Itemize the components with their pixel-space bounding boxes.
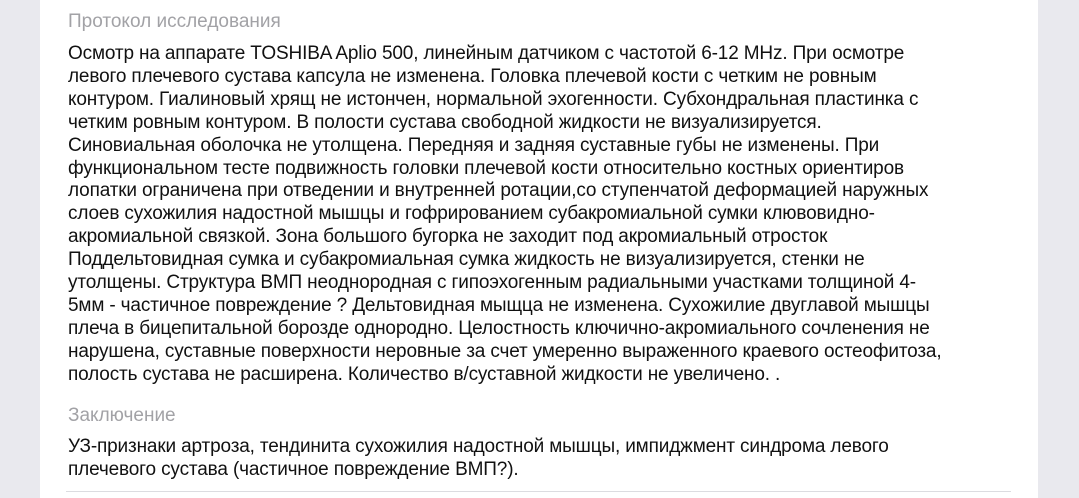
protocol-text (68, 43, 1013, 387)
protocol-line: плеча в бицепитальной борозде однородно. Целостность ключично-акромиального сочленения не (68, 317, 930, 339)
protocol-line: полость сустава не расширена. Количество в/суставной жидкости не увеличено. . (68, 363, 781, 385)
conclusion-line: УЗ-признаки артроза, тендинита сухожилия надостной мышцы, импиджмент синдрома левого (68, 436, 889, 457)
protocol-line: Поддельтовидная сумка и субакромиальная сумка жидкость не визуализируется, стенки не (68, 249, 865, 271)
protocol-line: контуром. Гиалиновый хрящ не истончен, нормальной эхогенности. Субхондральная пластинка с (68, 88, 919, 110)
protocol-line: 5мм - частичное повреждение ? Дельтовидная мыщца не изменена. Сухожилие двуглавой мышцы (68, 294, 930, 316)
protocol-line: Синовиальная оболочка не утолщена. Передняя и задняя суставные губы не изменены. При (68, 134, 880, 156)
protocol-line: слоев сухожилия надостной мышцы и гофрированием субакромиальной сумки клювовидно- (68, 203, 875, 225)
bottom-divider (66, 491, 1011, 492)
protocol-line: акромиальной связкой. Зона большого бугорка не заходит под акромиальный отросток (68, 226, 828, 248)
conclusion-line: плечевого сустава (частичное повреждение ВМП?). (68, 458, 519, 480)
report-card (40, 0, 1038, 498)
protocol-line: функциональном тесте подвижность головки плечевой кости относительно костных ориентиров (68, 157, 904, 179)
conclusion-text (68, 436, 1013, 482)
protocol-line: утолщены. Структура ВМП неоднородная с гипоэхогенным радиальными участками толщиной 4- (68, 272, 916, 294)
protocol-line: четким ровным контуром. В полости сустава свободной жидкости не визуализируется. (68, 111, 822, 133)
protocol-line: лопатки ограничена при отведении и внутренней ротации,со ступенчатой деформацией наружных (68, 180, 929, 202)
protocol-line: левого плечевого сустава капсула не изменена. Головка плечевой кости с четким не ровным (68, 65, 877, 87)
protocol-heading: Протокол исследования (68, 11, 281, 32)
protocol-line: нарушена, суставные поверхности неровные за счет умеренно выраженного краевого остеофитоза, (68, 340, 942, 362)
protocol-line: Осмотр на аппарате TOSHIBA Aplio 500, линейным датчиком с частотой 6-12 MHz. При осмотре (68, 43, 905, 64)
conclusion-heading: Заключение (68, 405, 176, 426)
